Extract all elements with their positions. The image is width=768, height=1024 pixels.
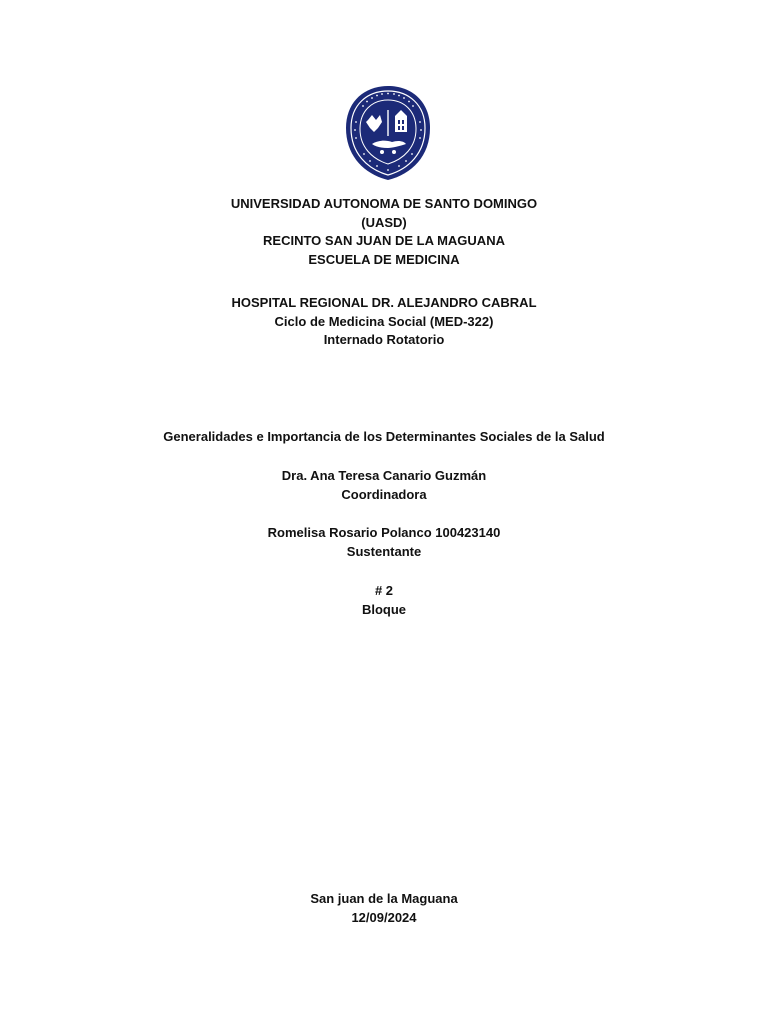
university-name: UNIVERSIDAD AUTONOMA DE SANTO DOMINGO bbox=[230, 196, 538, 211]
school-name: ESCUELA DE MEDICINA bbox=[308, 251, 460, 267]
group-label: Bloque bbox=[361, 601, 407, 617]
uasd-seal-logo bbox=[342, 84, 434, 182]
presenter-role: Sustentante bbox=[346, 543, 422, 559]
institution-block bbox=[0, 195, 768, 269]
group-block bbox=[0, 582, 768, 619]
program-name: Internado Rotatorio bbox=[323, 332, 445, 347]
course-name: Ciclo de Medicina Social (MED-322) bbox=[274, 313, 494, 329]
coordinator-role: Coordinadora bbox=[341, 486, 427, 502]
footer-block bbox=[0, 890, 768, 927]
coordinator-name: Dra. Ana Teresa Canario Guzmán bbox=[281, 468, 487, 483]
group-number: # 2 bbox=[374, 583, 394, 598]
footer-place: San juan de la Maguana bbox=[310, 891, 458, 906]
topic-block bbox=[0, 428, 768, 447]
campus-name: RECINTO SAN JUAN DE LA MAGUANA bbox=[263, 233, 505, 248]
hospital-name: HOSPITAL REGIONAL DR. ALEJANDRO CABRAL bbox=[231, 295, 537, 310]
coordinator-block bbox=[0, 467, 768, 504]
university-acronym: (UASD) bbox=[361, 214, 407, 230]
presenter-block bbox=[0, 524, 768, 561]
document-topic: Generalidades e Importancia de los Determinantes Sociales de la Salud bbox=[163, 429, 605, 444]
rotation-block bbox=[0, 294, 768, 350]
footer-date: 12/09/2024 bbox=[351, 909, 417, 925]
presenter-name: Romelisa Rosario Polanco 100423140 bbox=[267, 525, 501, 540]
